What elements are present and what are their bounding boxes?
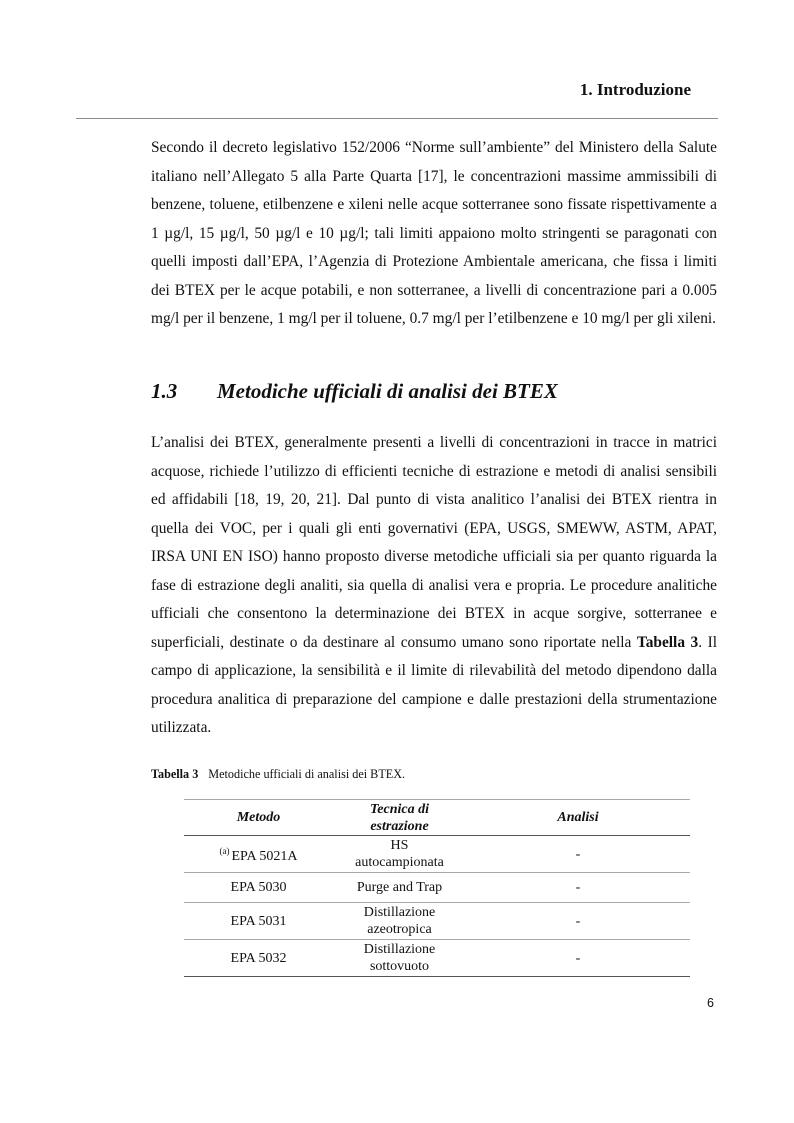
header-analysis: Analisi [466, 800, 690, 836]
header-technique-line1: Tecnica di [370, 801, 429, 817]
section-title: Metodiche ufficiali di analisi dei BTEX [217, 379, 558, 403]
cell-technique [333, 903, 466, 940]
cell-technique: Purge and Trap [333, 873, 466, 903]
table-row [184, 873, 690, 903]
paragraph-text-before: L’analisi dei BTEX, generalmente presenti a livelli di concentrazioni in tracce in matrici acquose, richiede l’utilizzo di efficienti tecniche di estrazione e metodi di analisi sensibili ed affidabili [18, 19, 20, 21]. Dal punto di vista analitico l’analisi dei BTEX rientra in quella dei VOC, per i quali gli enti governativi (EPA, USGS, SMEWW, ASTM, APAT, IRSA UNI EN ISO) hanno proposto diverse metodiche ufficiali sia per quanto riguarda la fase di estrazione degli analiti, sia quella di analisi vera e propria. Le procedure analitiche ufficiali che consentono la determinazione dei BTEX in acque sorgive, sotterranee e superficiali, destinate o da destinare al consumo umano sono riportate nella [151, 434, 717, 651]
table-reference: Tabella 3 [636, 633, 699, 651]
cell-method [184, 836, 333, 873]
table-caption-label: Tabella 3 [151, 767, 199, 781]
technique-line1: Distillazione [363, 942, 436, 957]
methods-table [184, 799, 690, 977]
technique-line2: autocampionata [355, 855, 444, 870]
section-heading [151, 379, 558, 404]
paragraph-btex-limits: Secondo il decreto legislativo 152/2006 “Norme sull’ambiente” del Ministero della Salute italiano nell’Allegato 5 alla Parte Quarta [17], le concentrazioni massime ammissibili di benzene, toluene, etilbenzene e xileni nelle acque sotterranee sono fissate rispettivamente a 1 µg/l, 15 µg/l, 50 µg/l e 10 µg/l; tali limiti appaiono molto stringenti se paragonati con quelli imposti dall’EPA, l’Agenzia di Protezione Ambientale americana, che fissa i limiti dei BTEX per le acque potabili, e non sotterranee, a livelli di concentrazione pari a 0.005 mg/l per il benzene, 1 mg/l per il toluene, 0.7 mg/l per l’etilbenzene e 10 mg/l per gli xileni. [151, 139, 717, 327]
cell-method: EPA 5031 [184, 903, 333, 940]
cell-method: EPA 5032 [184, 940, 333, 977]
table-row [184, 836, 690, 873]
table-row [184, 903, 690, 940]
cell-method: EPA 5030 [184, 873, 333, 903]
table-caption-text: Metodiche ufficiali di analisi dei BTEX. [208, 767, 406, 781]
cell-analysis: - [466, 903, 690, 940]
footnote-marker: (a) [219, 846, 230, 856]
technique-line1: HS [390, 838, 409, 853]
cell-technique [333, 940, 466, 977]
page-number: 6 [707, 996, 714, 1010]
table-row [184, 940, 690, 977]
technique-line1: Distillazione [363, 905, 436, 920]
paragraph-text-after: . Il campo di applicazione, la sensibilità e il limite di rilevabilità del metodo dipendono dalla procedura analitica di preparazione del campione e dalle prestazioni della strumentazione utilizzata. [151, 633, 717, 736]
technique-line2: azeotropica [367, 922, 432, 937]
table-caption [151, 767, 405, 782]
header-method: Metodo [184, 800, 333, 836]
section-number: 1.3 [151, 379, 178, 403]
paragraph-official-methods [151, 429, 717, 743]
cell-analysis: - [466, 836, 690, 873]
cell-analysis: - [466, 873, 690, 903]
technique-line2: sottovuoto [369, 959, 430, 974]
method-name: EPA 5021A [231, 849, 298, 864]
cell-analysis: - [466, 940, 690, 977]
running-header-chapter: 1. Introduzione [579, 80, 691, 99]
header-technique-line2: estrazione [370, 818, 429, 834]
cell-technique [333, 836, 466, 873]
header-technique [333, 800, 466, 836]
header-divider [76, 118, 718, 119]
table-header-row [184, 800, 690, 836]
